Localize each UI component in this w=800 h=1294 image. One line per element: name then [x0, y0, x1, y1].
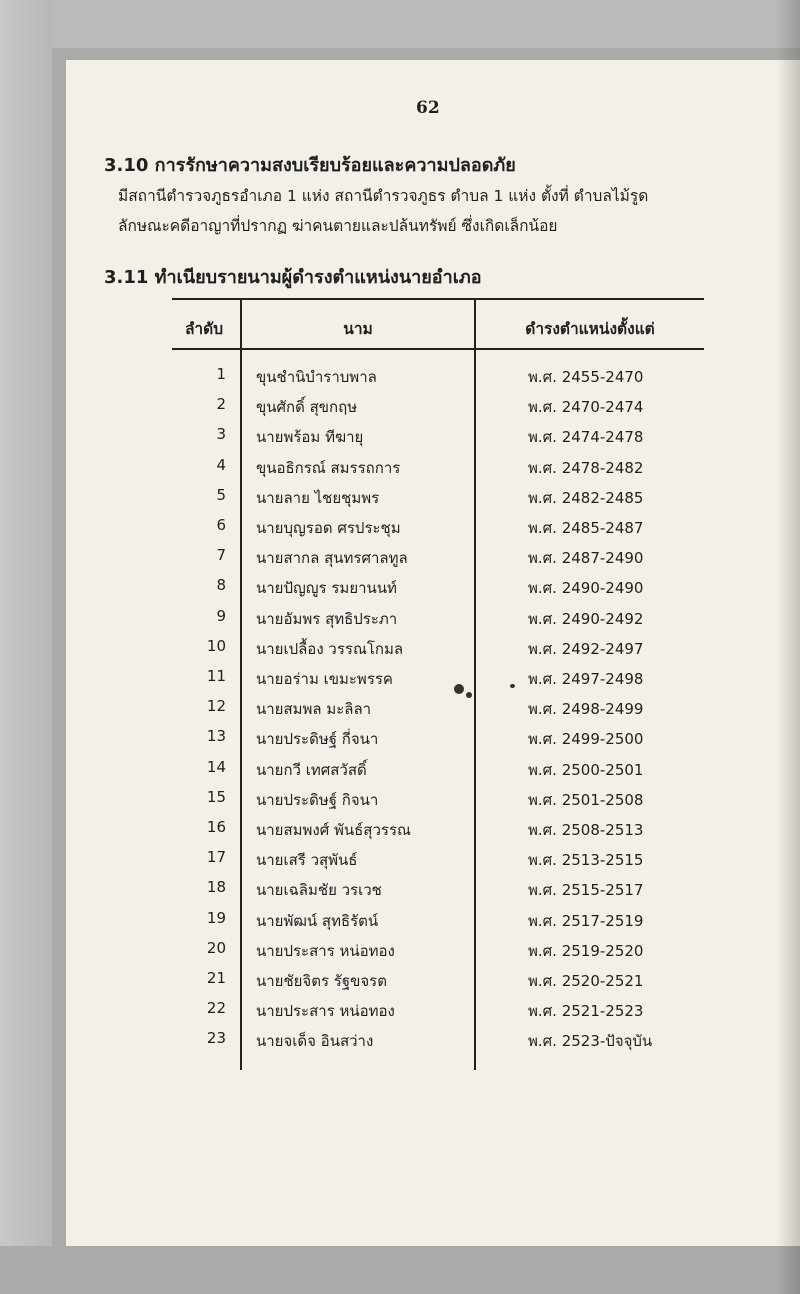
row-order: 3: [216, 425, 226, 444]
row-name: นายสมพล มะลิลา: [256, 700, 372, 719]
row-name: นายประดิษฐ์ กิจนา: [256, 790, 379, 809]
book-gutter-shadow: [776, 0, 800, 1294]
row-term: พ.ศ. 2485-2487: [528, 519, 644, 537]
row-term: พ.ศ. 2487-2490: [528, 549, 644, 568]
section-3-10-line-1: มีสถานีตำรวจภูธรอำเภอ 1 แห่ง สถานีตำรวจภูธร ตำบล 1 แห่ง ตั้งที่ ตำบลไม้รูด: [118, 187, 649, 205]
row-term: พ.ศ. 2482-2485: [528, 488, 644, 507]
row-name: นายพัฒน์ สุทธิรัตน์: [256, 911, 379, 930]
table-row: [172, 788, 704, 818]
scan-left-edge: [0, 0, 52, 1294]
row-name: นายประสาร หน่อทอง: [256, 941, 395, 960]
row-name: นายเฉลิมชัย วรเวช: [256, 881, 382, 900]
scan-speck: [466, 692, 472, 698]
row-order: 13: [206, 727, 226, 746]
row-term: พ.ศ. 2521-2523: [528, 1002, 644, 1021]
table-row: [172, 456, 704, 486]
row-name: นายปัญญูร รมยานนท์: [256, 579, 397, 598]
header-term: ดำรงตำแหน่งตั้งแต่: [525, 320, 655, 338]
row-order: 20: [206, 938, 226, 957]
row-name: นายบุญรอด ศรประชุม: [256, 519, 401, 537]
page-number: 62: [416, 98, 440, 118]
row-order: 2: [216, 395, 226, 414]
row-order: 1: [216, 365, 226, 383]
row-name: นายอัมพร สุทธิประภา: [256, 609, 398, 628]
row-order: 15: [206, 787, 226, 806]
table-row: [172, 516, 704, 546]
row-term: พ.ศ. 2490-2492: [528, 609, 644, 628]
row-term: พ.ศ. 2517-2519: [528, 911, 644, 930]
table-top-rule: [172, 298, 704, 300]
row-term: พ.ศ. 2499-2500: [528, 730, 644, 749]
row-order: 17: [206, 848, 226, 867]
row-name: นายสากล สุนทรศาลทูล: [256, 549, 408, 568]
table-row: [172, 848, 704, 878]
table-row: [172, 607, 704, 637]
table-row: [172, 818, 704, 848]
table-row: [172, 969, 704, 999]
row-name: ขุนชำนิบำราบพาล: [256, 368, 377, 386]
row-order: 18: [206, 878, 226, 897]
row-term: พ.ศ. 2500-2501: [528, 760, 644, 779]
row-order: 6: [216, 516, 226, 534]
row-order: 4: [216, 455, 226, 474]
table-row: [172, 365, 704, 395]
table-row: [172, 637, 704, 667]
row-term: พ.ศ. 2508-2513: [528, 821, 644, 839]
scan-bottom-edge: [0, 1246, 800, 1294]
row-order: 16: [206, 818, 226, 836]
row-term: พ.ศ. 2523-ปัจจุบัน: [528, 1032, 653, 1051]
row-name: ขุนอธิกรณ์ สมรรถการ: [256, 458, 401, 477]
row-term: พ.ศ. 2490-2490: [528, 579, 644, 598]
row-order: 8: [216, 576, 226, 595]
table-row: [172, 425, 704, 455]
header-name: นาม: [343, 320, 373, 338]
row-order: 19: [206, 908, 226, 927]
table-row: [172, 939, 704, 969]
table-row: [172, 486, 704, 516]
row-order: 21: [206, 969, 226, 987]
row-name: นายจเด็จ อินสว่าง: [256, 1032, 374, 1051]
table-row: [172, 697, 704, 727]
row-term: พ.ศ. 2519-2520: [528, 941, 644, 960]
row-order: 5: [216, 485, 226, 504]
row-term: พ.ศ. 2513-2515: [528, 851, 644, 870]
section-3-10-line-2: ลักษณะคดีอาญาที่ปรากฏ ฆ่าคนตายและปล้นทรัพย์ ซึ่งเกิดเล็กน้อย: [118, 217, 558, 235]
row-term: พ.ศ. 2498-2499: [528, 700, 644, 719]
table-row: [172, 576, 704, 606]
row-term: พ.ศ. 2501-2508: [528, 790, 644, 809]
row-term: พ.ศ. 2515-2517: [528, 881, 644, 900]
table-row: [172, 878, 704, 908]
table-row: [172, 667, 704, 697]
scan-speck: [454, 684, 464, 694]
row-order: 22: [206, 999, 226, 1018]
section-3-11-heading: 3.11 ทำเนียบรายนามผู้ดำรงตำแหน่งนายอำเภอ: [104, 267, 482, 288]
section-3-10-heading: 3.10 การรักษาความสงบเรียบร้อยและความปลอดภัย: [104, 155, 516, 176]
row-order: 12: [206, 697, 226, 716]
header-order: ลำดับ: [184, 320, 224, 338]
row-name: ขุนศักดิ์ สุขกฤษ: [256, 398, 358, 417]
table-row: [172, 395, 704, 425]
row-term: พ.ศ. 2474-2478: [528, 428, 644, 447]
row-order: 9: [216, 606, 226, 625]
row-term: พ.ศ. 2492-2497: [528, 639, 644, 658]
row-name: นายประดิษฐ์ กี่จนา: [256, 730, 379, 749]
row-name: นายลาย ไชยชุมพร: [256, 488, 380, 507]
table-header-rule: [172, 348, 704, 350]
table-row: [172, 758, 704, 788]
table-row: [172, 909, 704, 939]
table-row: [172, 999, 704, 1029]
scan-speck: [510, 684, 515, 688]
row-name: นายชัยจิตร รัฐขจรต: [256, 972, 387, 990]
table-row: [172, 1029, 704, 1059]
row-name: นายพร้อม ทีฆายุ: [256, 428, 364, 447]
row-name: นายกวี เทศสวัสดิ์: [256, 760, 367, 779]
table-row: [172, 727, 704, 757]
row-order: 10: [206, 636, 226, 655]
row-name: นายอร่าม เขมะพรรค: [256, 670, 393, 688]
row-order: 11: [206, 667, 226, 685]
row-name: นายสมพงศ์ พันธ์สุวรรณ: [256, 821, 411, 839]
row-name: นายเปลื้อง วรรณโกมล: [256, 639, 404, 658]
row-term: พ.ศ. 2455-2470: [528, 368, 644, 386]
row-term: พ.ศ. 2478-2482: [528, 458, 644, 477]
row-order: 23: [206, 1029, 226, 1048]
row-term: พ.ศ. 2470-2474: [528, 398, 644, 417]
row-order: 14: [206, 757, 226, 776]
row-term: พ.ศ. 2520-2521: [528, 972, 644, 990]
row-name: นายประสาร หน่อทอง: [256, 1002, 395, 1021]
row-term: พ.ศ. 2497-2498: [528, 670, 644, 688]
row-order: 7: [216, 546, 226, 565]
row-name: นายเสรี วสุพันธ์: [256, 851, 358, 870]
table-row: [172, 546, 704, 576]
